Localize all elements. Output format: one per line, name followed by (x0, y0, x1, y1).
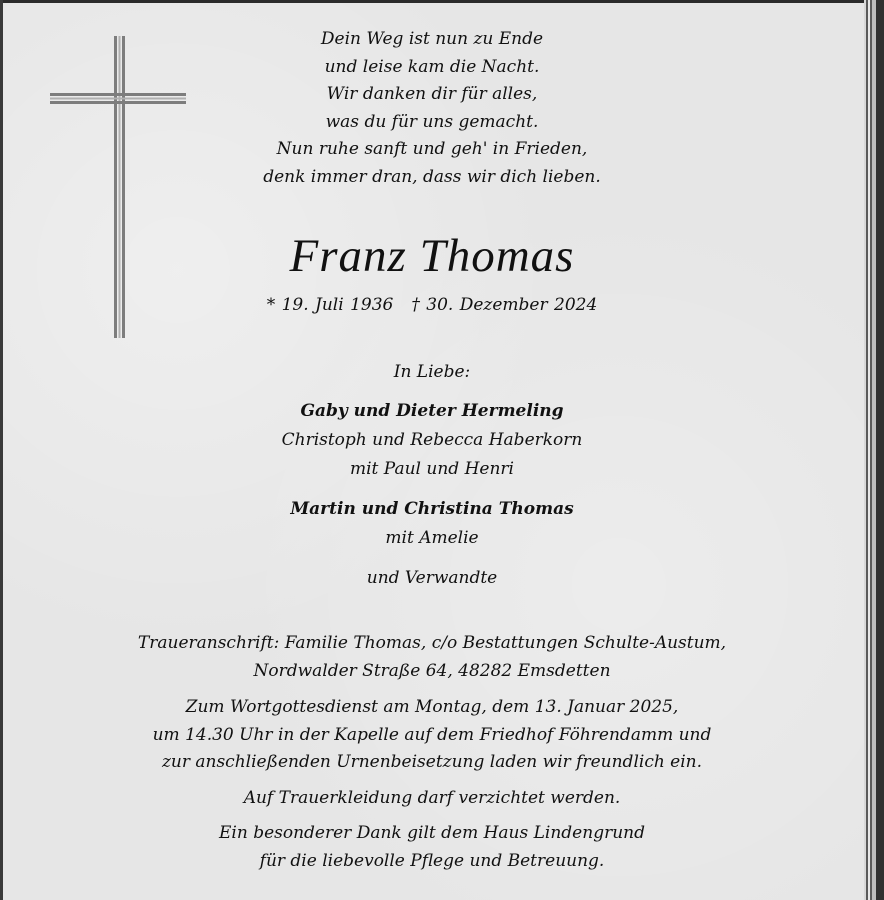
mourners-intro: In Liebe: (393, 362, 471, 382)
poem-line: und leise kam die Nacht. (324, 56, 540, 77)
service-line: Zum Wortgottesdienst am Montag, dem 13. Januar 2025, (185, 697, 679, 717)
frame-right-border (864, 0, 884, 900)
service-line: zur anschließenden Urnenbeisetzung laden wir freundlich ein. (161, 752, 703, 772)
service-info (30, 630, 834, 875)
death-date: † 30. Dezember 2024 (411, 295, 598, 315)
poem-line: was du für uns gemacht. (325, 111, 539, 132)
poem-line: denk immer dran, dass wir dich lieben. (263, 166, 601, 187)
thanks-line: Ein besonderer Dank gilt dem Haus Lindengrund (219, 823, 645, 843)
mourner-group-2-line: mit Amelie (385, 528, 479, 548)
poem-line: Dein Weg ist nun zu Ende (320, 29, 544, 49)
frame-top-border (0, 0, 884, 3)
mourner-group-1-names: Gaby und Dieter Hermeling (300, 401, 564, 421)
birth-date: * 19. Juli 1936 (266, 295, 394, 315)
attire-note: Auf Trauerkleidung darf verzichtet werden. (243, 787, 621, 808)
life-dates (30, 292, 834, 318)
mourners (30, 358, 834, 593)
deceased-name: Franz Thomas (289, 230, 575, 282)
frame-left-border (0, 0, 3, 900)
poem (30, 26, 834, 191)
thanks-line: für die liebevolle Pflege und Betreuung. (259, 850, 605, 871)
mourner-group-2-names: Martin und Christina Thomas (290, 499, 574, 519)
service-line: um 14.30 Uhr in der Kapelle auf dem Friedhof Föhrendamm und (152, 724, 712, 745)
mourner-group-1-line: Christoph und Rebecca Haberkorn (281, 430, 583, 450)
mourner-group-1-line: mit Paul und Henri (350, 459, 514, 479)
relatives: und Verwandte (366, 568, 498, 588)
address-line: Nordwalder Straße 64, 48282 Emsdetten (253, 660, 611, 681)
poem-line: Nun ruhe sanft und geh' in Frieden, (276, 139, 588, 159)
poem-line: Wir danken dir für alles, (326, 84, 538, 104)
address-line: Traueranschrift: Familie Thomas, c/o Bestattungen Schulte-Austum, (137, 633, 727, 653)
